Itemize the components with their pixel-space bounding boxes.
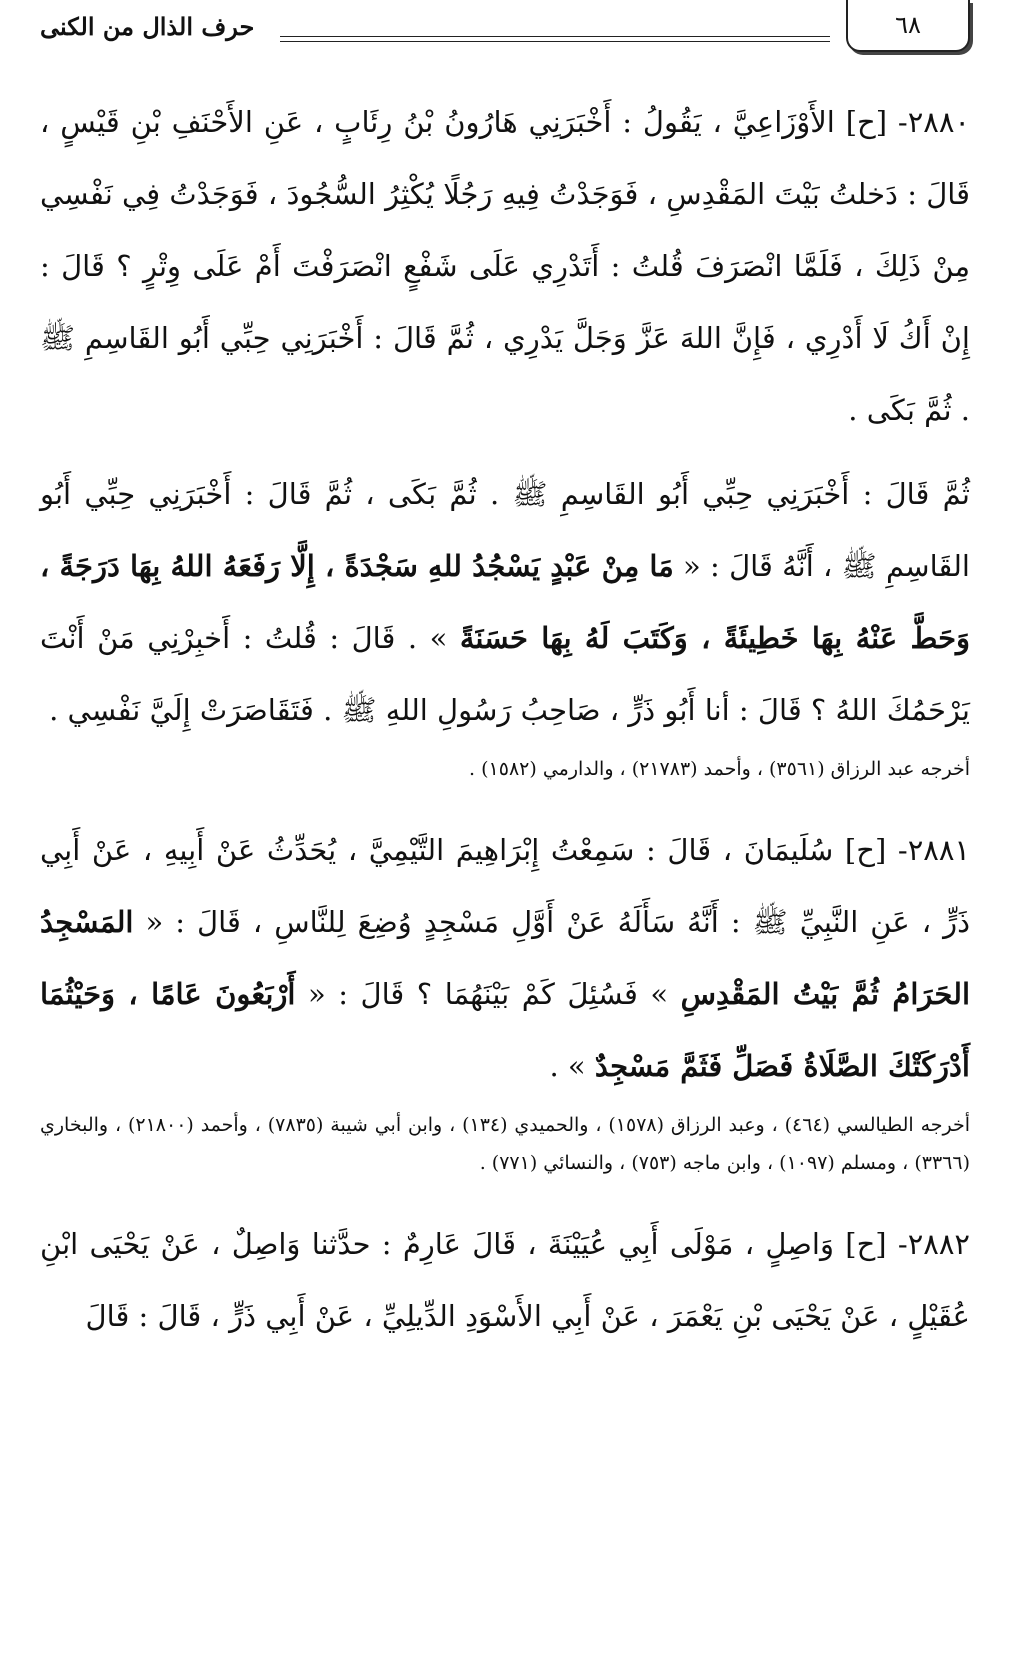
hadith-entry-2880 xyxy=(40,86,970,788)
book-page xyxy=(40,0,970,1657)
text-run: ٢٨٨٠- [ح] الأَوْزَاعِيَّ ، يَقُولُ : أَخْبَرَنِي هَارُونُ بْنُ رِئَابٍ ، عَنِ الأَحْنَفِ بْنِ قَيْسٍ ، قَالَ : دَخلتُ بَيْتَ المَقْدِسِ ، فَوَجَدْتُ فِيهِ رَجُلًا يُكْثِرُ السُّجُودَ ، فَوَجَدْتُ فِي نَفْسِي مِنْ ذَلِكَ ، فَلَمَّا انْصَرَفَ قُلتُ : أَتَدْرِي عَلَى شَفْعٍ انْصَرَفْتَ أَمْ عَلَى وِتْرٍ ؟ قَالَ : إِنْ أَكُ لَا أَدْرِي ، فَإِنَّ اللهَ عَزَّ وَجَلَّ يَدْرِي ، ثُمَّ قَالَ : أَخْبَرَنِي حِبِّي أَبُو القَاسِمِ ﷺ . ثُمَّ بَكَى . xyxy=(40,105,970,427)
prophetic-quote: المَسْجِدُ الحَرَامُ ثُمَّ بَيْتُ المَقْدِسِ xyxy=(40,905,971,1011)
takhrij-footnote: أخرجه عبد الرزاق (٣٥٦١) ، وأحمد (٢١٧٨٣) ، والدارمي (١٥٨٢) . xyxy=(469,758,970,780)
page-header xyxy=(40,0,970,60)
text-run: » . xyxy=(549,1049,595,1083)
hadith-paragraph xyxy=(40,814,970,1102)
takhrij-footnote: أخرجه الطيالسي (٤٦٤) ، وعبد الرزاق (١٥٧٨) ، والحميدي (١٣٤) ، وابن أبي شيبة (٧٨٣٥) ، وأحمد (٢١٨٠٠) ، والبخاري (٣٣٦٦) ، ومسلم (١٠٩٧) ، وابن ماجه (٧٥٣) ، والنسائي (٧٧١) . xyxy=(40,1114,971,1174)
hadith-entry-2882 xyxy=(40,1208,970,1352)
text-run: ٢٨٨٢- [ح] وَاصِلٍ ، مَوْلَى أَبِي عُيَيْنَةَ ، قَالَ عَارِمٌ : حدَّثنا وَاصِلٌ ، عَنْ يَحْيَى ابْنِ عُقَيْلٍ ، عَنْ يَحْيَى بْنِ يَعْمَرَ ، عَنْ أَبِي الأَسْوَدِ الدِّيلِيِّ ، عَنْ أَبِي ذَرٍّ ، قَالَ : قَالَ xyxy=(40,1227,970,1333)
header-rule xyxy=(280,36,830,42)
page-number: ٦٨ xyxy=(895,11,921,39)
hadith-paragraph xyxy=(40,1208,970,1352)
running-title: حرف الذال من الكنى xyxy=(40,12,255,41)
prophetic-quote: مَا مِنْ عَبْدٍ يَسْجُدُ للهِ سَجْدَةً ، إِلَّا رَفَعَهُ اللهُ بِهَا دَرَجَةً ، وَحَطَّ عَنْهُ بِهَا خَطِيئَةً ، وَكَتَبَ لَهُ بِهَا حَسَنَةً xyxy=(40,549,970,655)
text-run: ثُمَّ قَالَ : أَخْبَرَنِي حِبِّي أَبُو القَاسِمِ ﷺ . ثُمَّ بَكَى ، ثُمَّ قَالَ : أَخْبَرَنِي حِبِّي أَبُو القَاسِمِ ﷺ ، أَنَّهُ قَالَ : « xyxy=(40,477,970,583)
page-content xyxy=(40,86,970,1352)
hadith-paragraph xyxy=(40,458,970,746)
hadith-paragraph xyxy=(40,86,970,446)
page-number-tab xyxy=(846,0,970,52)
hadith-entry-2881 xyxy=(40,814,970,1182)
text-run: ٢٨٨١- [ح] سُلَيمَانَ ، قَالَ : سَمِعْتُ إِبْرَاهِيمَ التَّيْمِيَّ ، يُحَدِّثُ عَنْ أَبِيهِ ، عَنْ أَبِي ذَرٍّ ، عَنِ النَّبِيِّ ﷺ : أَنَّهُ سَأَلَهُ عَنْ أَوَّلِ مَسْجِدٍ وُضِعَ لِلنَّاسِ ، قَالَ : « xyxy=(40,833,970,939)
text-run: » فَسُئِلَ كَمْ بَيْنَهُمَا ؟ قَالَ : « xyxy=(295,977,681,1011)
prophetic-quote: أَرْبَعُونَ عَامًا ، وَحَيْثُمَا أَدْرَكَتْكَ الصَّلَاةُ فَصَلِّ فَثَمَّ مَسْجِدٌ xyxy=(40,977,970,1083)
text-run: » . قَالَ : قُلتُ : أَخبِرْنِي مَنْ أَنْتَ يَرْحَمُكَ اللهُ ؟ قَالَ : أنا أَبُو ذَرٍّ ، صَاحِبُ رَسُولِ اللهِ ﷺ . فَتَقَاصَرَتْ إِلَيَّ نَفْسِي . xyxy=(40,621,970,727)
